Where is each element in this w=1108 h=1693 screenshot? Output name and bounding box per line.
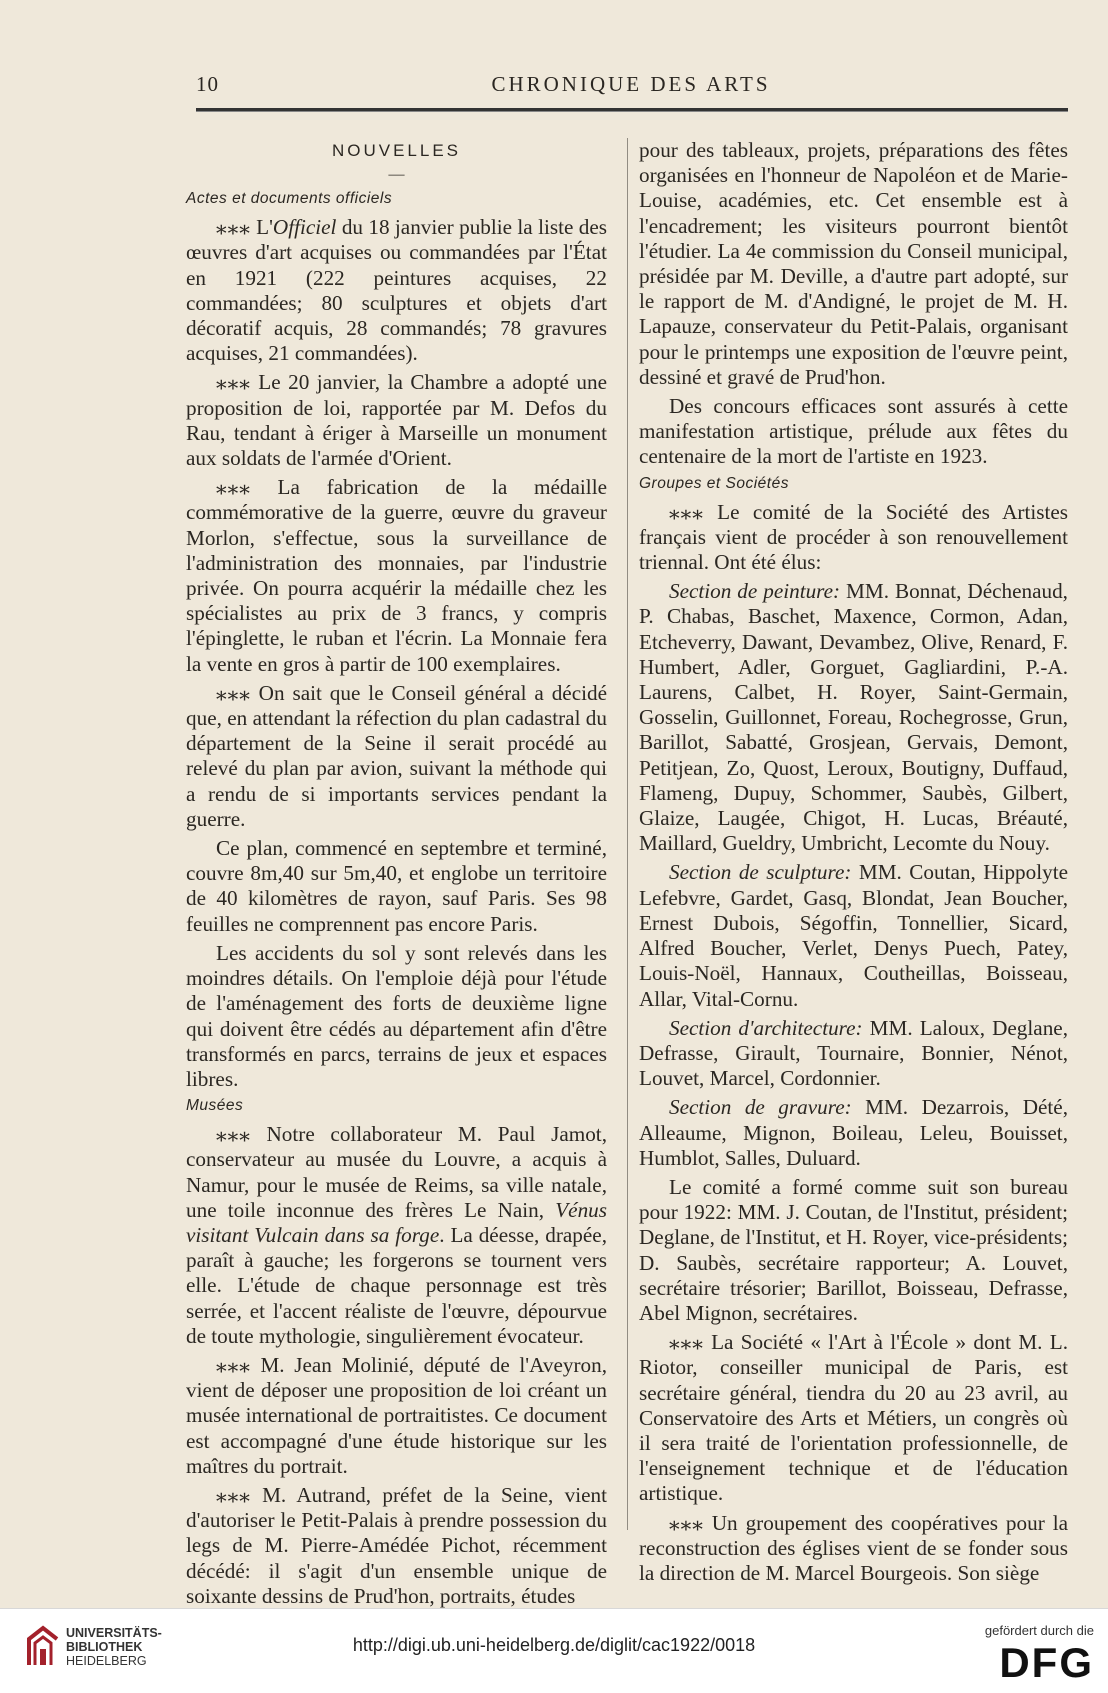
paragraph: Section de peinture: MM. Bonnat, Déchenaud, P. Chabas, Baschet, Maxence, Cormon, Adan, Etcheverry, Dawant, Devambez, Olive, Renard, F. Humbert, Adler, Gorguet, Gagliardini, P.-A. Laurens, Calbet, H. Royer, Saint-Germain, Gosselin, Guillonnet, Foreau, Rochegrosse, Grun, Barillot, Sabatté, Grosjean, Gervais, Demont, Petitjean, Zo, Quost, Leroux, Boutigny, Duffaud, Flameng, Dupuy, Schommer, Saubès, Gilbert, Glaize, Laugée, Chigot, H. Lucas, Bréauté, Maillard, Gueldry, Umbricht, Lecomte du Nouy. <box>639 579 1068 856</box>
running-header <box>196 70 1066 104</box>
paragraph: ⁎⁎⁎ L'Officiel du 18 janvier publie la liste des œuvres d'art acquises ou commandées par l'État en 1921 (222 peintures acquises, 22 commandées; 80 sculptures et objets d'art décoratif acquis, 28 commandés; 78 gravures acquises, 21 commandées). <box>186 215 607 366</box>
asterism-mark: ⁎⁎⁎ <box>669 499 704 524</box>
paragraph: Section d'architecture: MM. Laloux, Deglane, Defrasse, Girault, Tournaire, Bonnier, Nénot, Louvet, Marcel, Cordonnier. <box>639 1015 1068 1091</box>
paragraph: Le comité a formé comme suit son bureau pour 1922: MM. J. Coutan, de l'Institut, président; Deglane, de l'Institut, et H. Royer, vice-présidents; D. Saubès, secrétaire rapporteur; A. Louvet, secrétaire trésorier; Barillot, Boisseau, Defrasse, Abel Mignon, secrétaires. <box>639 1174 1068 1325</box>
journal-title: CHRONIQUE DES ARTS <box>491 72 771 96</box>
funded-by-label: gefördert durch die <box>984 1623 1094 1638</box>
header-rule <box>196 108 1068 112</box>
paragraph: Section de gravure: MM. Dezarrois, Dété, Alleaume, Mignon, Boileau, Leleu, Bouisset, Humblot, Salles, Duluard. <box>639 1095 1068 1170</box>
heading-separator: — <box>388 166 405 184</box>
page-number: 10 <box>196 72 219 96</box>
paragraph: Section de sculpture: MM. Coutan, Hippolyte Lefebvre, Gardet, Gasq, Blondat, Jean Boucher, Ernest Dubois, Ségoffin, Tonnellier, Sicard, Alfred Boucher, Verlet, Denys Puech, Patey, Louis-Noël, Hannaux, Coutheillas, Boisseau, Allar, Vital-Cornu. <box>639 860 1068 1011</box>
paragraph: ⁎⁎⁎ Un groupement des coopératives pour la reconstruction des églises vient de se fonder sous la direction de M. Marcel Bourgeois. Son siège <box>639 1510 1068 1585</box>
right-column <box>639 138 1068 1590</box>
subheading-musees: Musées <box>186 1097 244 1115</box>
asterism-mark: ⁎⁎⁎ <box>669 1330 704 1355</box>
asterism-mark: ⁎⁎⁎ <box>669 1510 704 1535</box>
asterism-mark: ⁎⁎⁎ <box>216 370 251 395</box>
dfg-logo[interactable]: DFG <box>999 1639 1094 1686</box>
asterism-mark: ⁎⁎⁎ <box>216 680 251 705</box>
paragraph: ⁎⁎⁎ Le 20 janvier, la Chambre a adopté une proposition de loi, rapportée par M. Defos du Rau, tendant à ériger à Marseille un monument aux soldats de l'armée d'Orient. <box>186 370 607 471</box>
paragraph: Les accidents du sol y sont relevés dans les moindres détails. On l'emploie déjà pour l'étude de l'aménagement des forts de deuxième ligne qui doivent être cédés au département afin d'être transformés en parcs, terrains de jeux et espaces libres. <box>186 940 607 1091</box>
column-divider <box>627 138 628 1530</box>
footer-bar <box>0 1608 1108 1693</box>
asterism-mark: ⁎⁎⁎ <box>216 215 251 240</box>
asterism-mark: ⁎⁎⁎ <box>216 1122 251 1147</box>
permalink-url[interactable]: http://digi.ub.uni-heidelberg.de/diglit/cac1922/0018 <box>352 1635 756 1655</box>
paragraph: ⁎⁎⁎ M. Jean Molinié, député de l'Aveyron, vient de déposer une proposition de loi créant un musée international de portraitistes. Ce document est accompagné d'une étude historique sur les maîtres du portrait. <box>186 1352 607 1478</box>
paragraph: Ce plan, commencé en septembre et terminé, couvre 8m,40 sur 5m,40, et englobe un territoire de 40 kilomètres de rayon, sauf Paris. Ses 98 feuilles ne comprennent pas encore Paris. <box>186 836 607 936</box>
library-name[interactable]: UNIVERSITÄTS- BIBLIOTHEK HEIDELBERG <box>66 1626 162 1668</box>
paragraph: pour des tableaux, projets, préparations des fêtes organisées en l'honneur de Napoléon et de Marie-Louise, académies, etc. Cet ensemble est à l'encadrement; les visiteurs pourront bientôt l'étudier. La 4e commission du Conseil municipal, présidée par M. Deville, a d'autre part adopté, sur le rapport de M. d'Andigné, le projet de M. H. Lapauze, conservateur du Petit-Palais, organisant pour le printemps une exposition de l'œuvre peint, dessiné et gravé de Prud'hon. <box>639 138 1068 389</box>
left-column <box>186 138 607 1613</box>
paragraph: ⁎⁎⁎ On sait que le Conseil général a décidé que, en attendant la réfection du plan cadastral du département de la Seine il serait procédé au relevé du plan par avion, suivant la méthode qui a rendu de si importants services pendant la guerre. <box>186 680 607 831</box>
asterism-mark: ⁎⁎⁎ <box>216 475 251 500</box>
asterism-mark: ⁎⁎⁎ <box>216 1482 251 1507</box>
subheading-groupes: Groupes et Sociétés <box>639 474 789 492</box>
paragraph: ⁎⁎⁎ La fabrication de la médaille commémorative de la guerre, œuvre du graveur Morlon, s'effectue, sous la surveillance de l'administration des monnaies, par l'industrie privée. On pourra acquérir la médaille chez les spécialistes au prix de 3 francs, y compris l'épinglette, le ruban et l'écrin. La Monnaie fera la vente en gros à partir de 100 exemplaires. <box>186 475 607 676</box>
asterism-mark: ⁎⁎⁎ <box>216 1352 251 1377</box>
subheading-actes: Actes et documents officiels <box>186 190 393 208</box>
section-heading-nouvelles: NOUVELLES <box>331 141 462 160</box>
paragraph: ⁎⁎⁎ Notre collaborateur M. Paul Jamot, conservateur au musée du Louvre, a acquis à Namur, pour le musée de Reims, sa ville natale, une toile inconnue des frères Le Nain, Vénus visitant Vulcain dans sa forge. La déesse, drapée, paraît à gauche; les forgerons se tournent vers elle. L'étude de chaque personnage est très serrée, et l'accent réaliste de l'œuvre, dépourvue de toute mythologie, singulièrement évocateur. <box>186 1122 607 1348</box>
paragraph: Des concours efficaces sont assurés à cette manifestation artistique, prélude aux fêtes du centenaire de la mort de l'artiste en 1923. <box>639 394 1068 469</box>
paragraph: ⁎⁎⁎ La Société « l'Art à l'École » dont M. L. Riotor, conseiller municipal de Paris, est secrétaire général, tiendra du 20 au 23 avril, au Conservatoire des Arts et Métiers, un congrès où il sera traité de l'orientation professionnelle, de l'enseignement technique et de l'éducation artistique. <box>639 1330 1068 1506</box>
paragraph: ⁎⁎⁎ M. Autrand, préfet de la Seine, vient d'autoriser le Petit-Palais à prendre possession du legs de M. Pierre-Amédée Pichot, récemment décédé: il s'agit d'un ensemble unique de soixante dessins de Prud'hon, portraits, études <box>186 1482 607 1608</box>
paragraph: ⁎⁎⁎ Le comité de la Société des Artistes français vient de procéder à son renouvellement triennal. Ont été élus: <box>639 499 1068 575</box>
